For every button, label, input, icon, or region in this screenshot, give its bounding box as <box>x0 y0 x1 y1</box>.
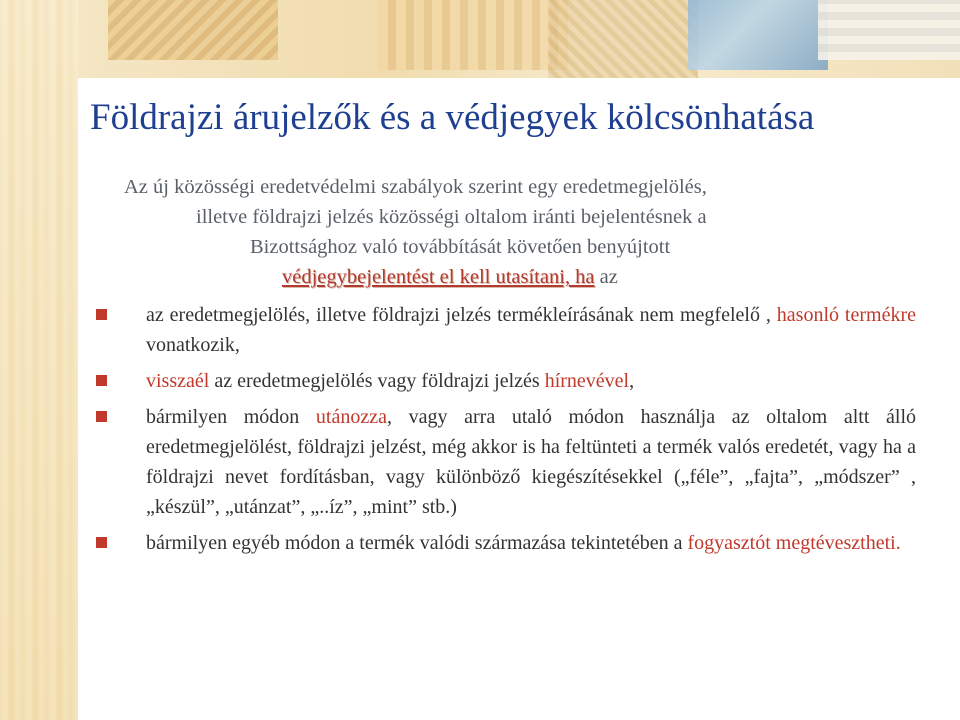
intro-line-3: Bizottsághoz való továbbítását követően benyújtott <box>250 236 671 258</box>
bullet-item <box>96 528 916 558</box>
bullet-item <box>96 300 916 360</box>
square-bullet-icon <box>96 375 107 386</box>
bullet-item <box>96 402 916 522</box>
intro-line-2: illetve földrajzi jelzés közösségi oltalom iránti bejelentésnek a <box>196 206 707 228</box>
bullet-text: bármilyen egyéb módon a termék valódi származása tekintetében a <box>146 532 688 554</box>
bullet-text: vonatkozik, <box>146 334 240 356</box>
decorative-tile <box>548 0 698 78</box>
bullet-highlight: hírnevével <box>544 370 630 392</box>
square-bullet-icon <box>96 537 107 548</box>
slide-title: Földrajzi árujelzők és a védjegyek kölcsönhatása <box>90 97 815 138</box>
bullet-text: bármilyen módon <box>146 406 316 428</box>
bullet-text: az eredetmegjelölés vagy földrajzi jelzés <box>209 370 545 392</box>
intro-emphasis: védjegybejelentést el kell utasítani, ha <box>282 266 595 288</box>
square-bullet-icon <box>96 309 107 320</box>
bullet-text: , vagy arra utaló módon használja az oltalom altt álló eredetmegjelölést, földrajzi jelzést, még akkor is ha feltünteti a termék valós eredetét, vagy ha a földrajzi nevet fordításban, vagy különböző kiegészítésekkel („féle”, „fajta”, „módszer” , „készül”, „utánzat”, „..íz”, „mint” stb.) <box>146 406 917 518</box>
bullet-highlight: utánozza <box>315 406 387 428</box>
bullet-highlight: fogyasztót megtévesztheti. <box>687 532 901 554</box>
intro-line-4 <box>124 262 824 292</box>
bullet-text: az eredetmegjelölés, illetve földrajzi jelzés termékleírásának nem megfelelő , <box>146 304 777 326</box>
bullet-highlight: visszaél <box>146 370 210 392</box>
decorative-left-band <box>0 0 78 720</box>
square-bullet-icon <box>96 411 107 422</box>
bullet-list <box>96 300 916 558</box>
bullet-item <box>96 366 916 396</box>
bullet-text: , <box>629 370 635 392</box>
decorative-top-band <box>78 0 960 78</box>
intro-paragraph <box>124 172 824 292</box>
decorative-tile <box>378 0 568 70</box>
decorative-tile <box>818 0 960 60</box>
intro-line-4-tail: az <box>594 266 618 288</box>
bullet-highlight: hasonló termékre <box>776 304 917 326</box>
decorative-tile <box>108 0 278 60</box>
intro-line-1: Az új közösségi eredetvédelmi szabályok szerint egy eredetmegjelölés, <box>124 176 707 198</box>
decorative-tile <box>688 0 828 70</box>
